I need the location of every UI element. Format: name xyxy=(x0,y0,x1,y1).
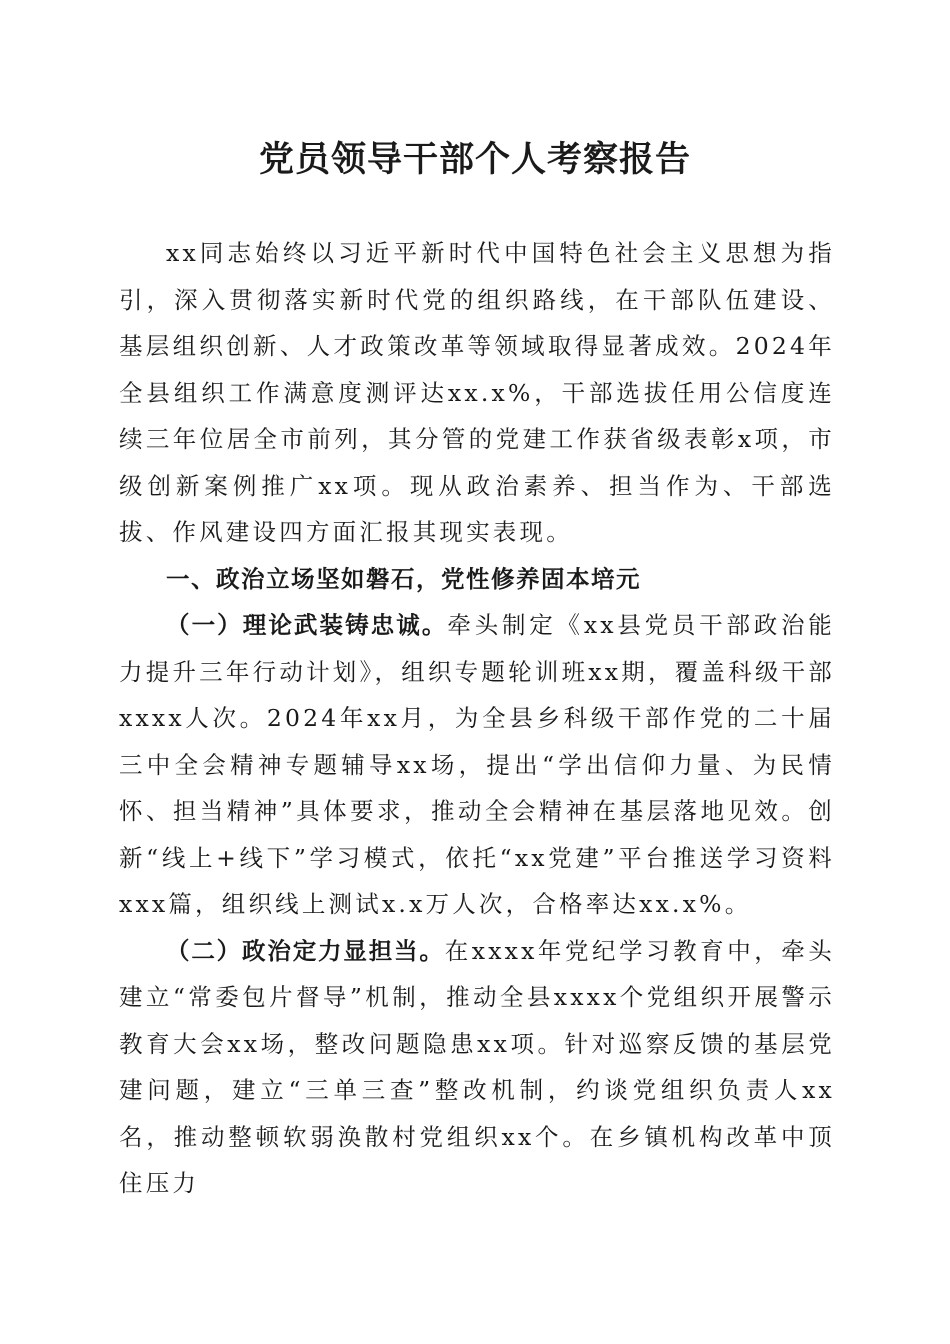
subsection-2-paragraph xyxy=(119,928,835,1207)
intro-paragraph: xx同志始终以习近平新时代中国特色社会主义思想为指引，深入贯彻落实新时代党的组织路线，在干部队伍建设、基层组织创新、人才政策改革等领域取得显著成效。2024年全县组织工作满意度测评达xx.x%，干部选拔任用公信度连续三年位居全市前列，其分管的党建工作获省级表彰x项，市级创新案例推广xx项。现从政治素养、担当作为、干部选拔、作风建设四方面汇报其现实表现。 xyxy=(119,239,835,546)
document-body xyxy=(119,230,835,1207)
subsection-1-text: 牵头制定《xx县党员干部政治能力提升三年行动计划》，组织专题轮训班xx期，覆盖科级干部xxxx人次。2024年xx月，为全县乡科级干部作党的二十届三中全会精神专题辅导xx场，提出“学出信仰力量、为民情怀、担当精神”具体要求，推动全会精神在基层落地见效。创新“线上+线下”学习模式，依托“xx党建”平台推送学习资料xxx篇，组织线上测试x.x万人次，合格率达xx.x%。 xyxy=(119,611,836,918)
document-title: 党员领导干部个人考察报告 xyxy=(258,139,691,180)
subsection-2-text: 在xxxx年党纪学习教育中，牵头建立“常委包片督导”机制，推动全县xxxx个党组织开展警示教育大会xx场，整改问题隐患xx项。针对巡察反馈的基层党建问题，建立“三单三查”整改机制，约谈党组织负责人xx名，推动整顿软弱涣散村党组织xx个。在乡镇机构改革中顶住压力 xyxy=(119,936,836,1197)
section-1-heading: 一、政治立场坚如磐石，党性修养固本培元 xyxy=(166,564,641,593)
subsection-1-heading: （一）理论武装铸忠诚。 xyxy=(166,611,448,639)
subsection-1-paragraph xyxy=(119,602,835,928)
subsection-2-heading: （二）政治定力显担当。 xyxy=(166,936,445,965)
